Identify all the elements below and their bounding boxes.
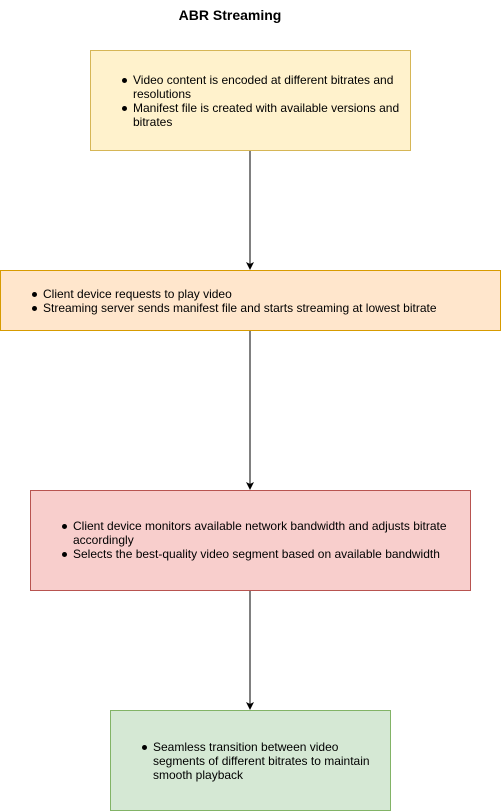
bullet-item: Video content is encoded at different bitrates and resolutions: [121, 73, 400, 101]
bullet-item: Client device requests to play video: [31, 287, 490, 301]
step-box-monitor[interactable]: [30, 490, 471, 591]
bullet-list: [141, 740, 380, 782]
bullet-list: [121, 73, 400, 129]
bullet-list: [31, 287, 490, 315]
bullet-item: Seamless transition between video segments of different bitrates to maintain smooth playback: [141, 740, 380, 782]
bullet-item: Streaming server sends manifest file and starts streaming at lowest bitrate: [31, 301, 490, 315]
bullet-item: Client device monitors available network bandwidth and adjusts bitrate accordingly: [61, 519, 460, 547]
step-box-request[interactable]: [0, 270, 501, 331]
bullet-item: Selects the best-quality video segment based on available bandwidth: [61, 547, 460, 561]
diagram-title: ABR Streaming: [178, 7, 282, 23]
step-box-encoding[interactable]: [90, 50, 411, 151]
bullet-item: Manifest file is created with available versions and bitrates: [121, 101, 400, 129]
bullet-list: [61, 519, 460, 561]
step-box-transition[interactable]: [110, 710, 391, 811]
